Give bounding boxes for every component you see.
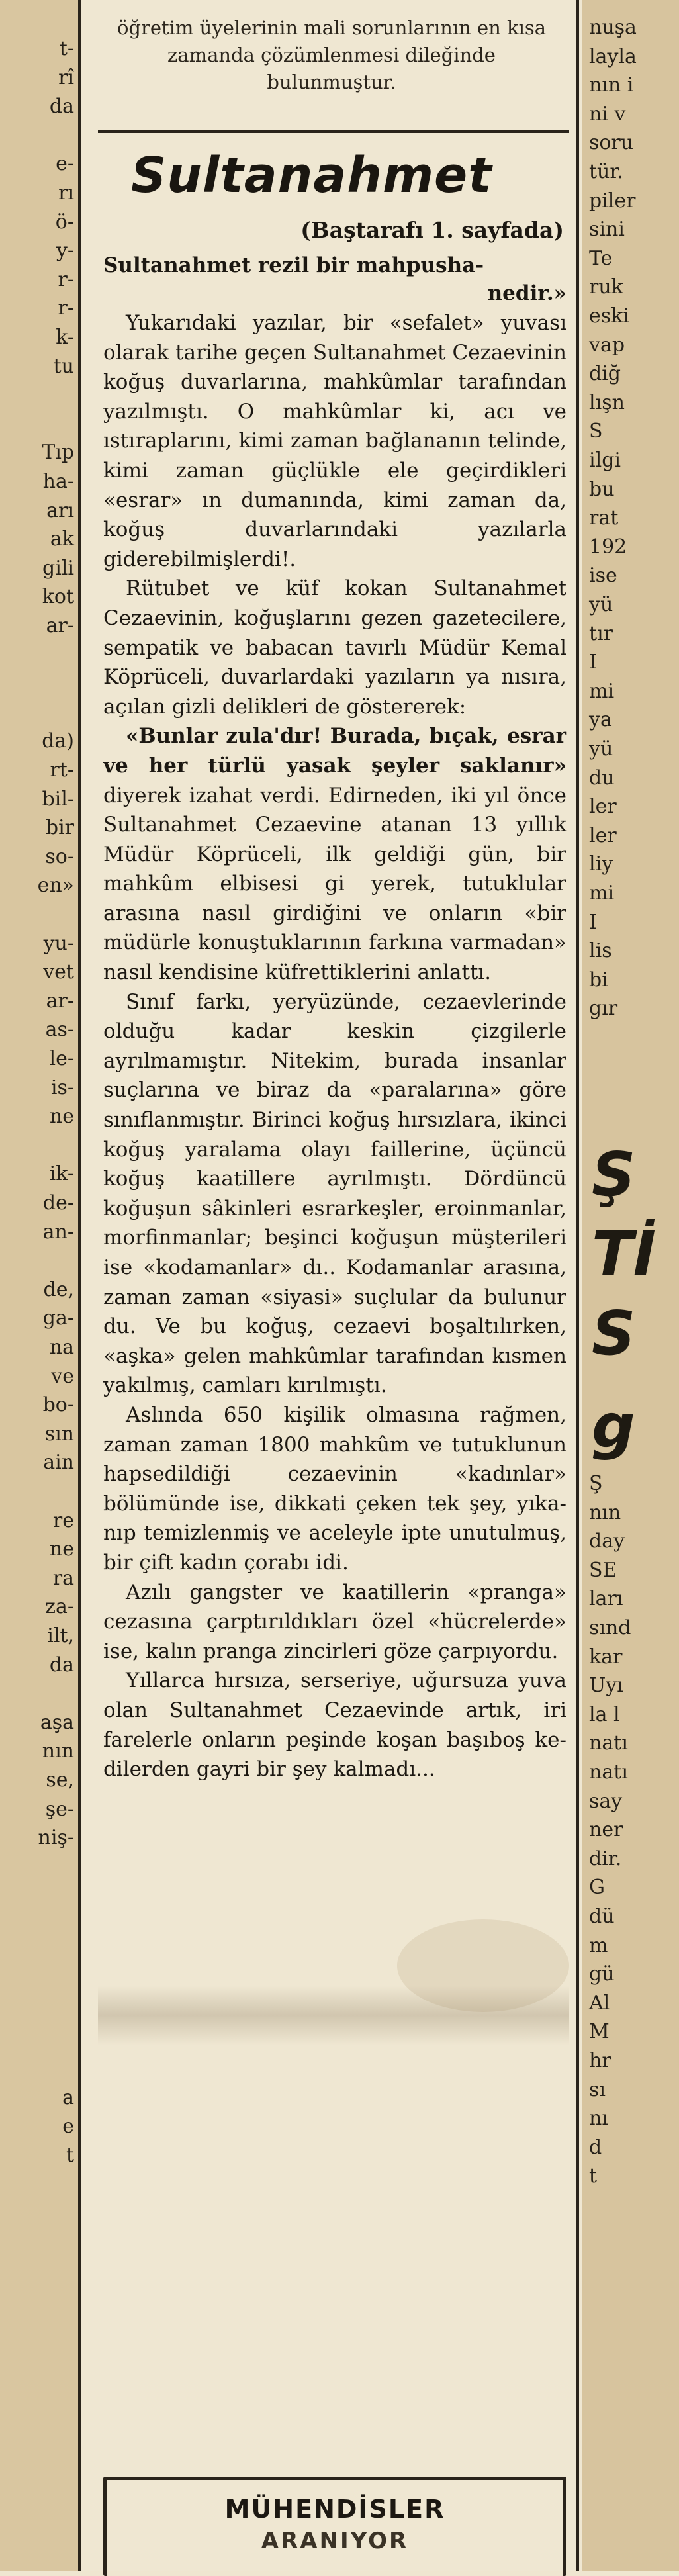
left-fragment-text: da) xyxy=(42,729,74,753)
paragraph-5: Aslında 650 kişilik olmasına rağmen, zaman zaman 1800 mahkûm ve tutuklunun hapsedildiği cezaevinin «kadınlar» bölümünde ise, dikkati çeken tek şey, yıkanıp temizlenmiş ve aceleyle ipte unutulmuş, bir çift kadın çorabı idi. xyxy=(103,1403,566,1575)
right-fragment-text: diğ xyxy=(589,362,621,386)
next-article-subtitle: ARANIYOR xyxy=(261,2528,409,2554)
quote-bold: «Bunlar zula'dır! Burada, bıçak, esrar ve her türlü yasak şeyler saklanır» xyxy=(103,724,566,778)
right-fragment-text: rat xyxy=(589,506,619,530)
left-fragment-text: kot xyxy=(42,585,74,609)
left-fragment-text: ar- xyxy=(46,989,74,1013)
paragraph-1: Yukarıdaki yazılar, bir «sefalet» yuvası olarak tarihe geçen Sultanahmet Cezaevinin koğuş duvarlarına, mahkûmlar tarafından yazılmıştı. O mahkûmlar ki, acı ve ıstıraplarını, kimi zaman bağlananın telinde, kimi zaman güçlükle ele geçirdikleri «esrar» ın dumanında, kimi zaman da, koğuş duvarlarındaki yazılarla giderebilmişlerdi!. xyxy=(103,311,566,571)
article-body xyxy=(103,308,566,1784)
continued-from-note: (Baştarafı 1. sayfada) xyxy=(300,217,564,243)
left-fragment-text: ar- xyxy=(46,614,74,637)
right-fragment-text: la l xyxy=(589,1702,620,1726)
left-fragment-text: is- xyxy=(50,1076,74,1099)
next-article-box xyxy=(103,2477,566,2576)
right-fragment-text: mi xyxy=(589,882,615,905)
left-fragment-text: t xyxy=(66,2143,74,2167)
paragraph-3 xyxy=(103,721,566,987)
left-fragment-text: r- xyxy=(58,267,74,291)
left-fragment-text: şe- xyxy=(45,1797,74,1821)
left-fragment-text: y- xyxy=(56,239,74,263)
right-fragment-text: nın xyxy=(589,1500,621,1524)
left-fragment-text: ain xyxy=(43,1451,74,1475)
right-fragment-text: eski xyxy=(589,304,629,328)
left-fragment-text: za- xyxy=(45,1595,74,1619)
right-fragment-text: yü xyxy=(589,593,613,616)
right-fragment-text: gır xyxy=(589,997,618,1021)
right-fragment-text: 192 xyxy=(589,535,627,559)
left-fragment-text: le- xyxy=(49,1047,74,1070)
left-fragment-text: rt- xyxy=(50,759,74,782)
left-fragment-text: de, xyxy=(43,1277,74,1301)
right-fragment-text: Te xyxy=(589,246,613,270)
left-fragment-text: t- xyxy=(59,37,74,60)
right-fragment-text: d xyxy=(589,2135,602,2159)
left-fragment-text: yu- xyxy=(43,931,74,955)
right-fragment-text: lışn xyxy=(589,391,625,414)
left-fragment-text: de- xyxy=(42,1191,74,1215)
left-fragment-text: ha- xyxy=(42,470,74,493)
paragraph-7: Yıllarca hırsıza, serseriye, uğursuza yuva olan Sultanahmet Cezaevinde artık, iri farelerle onların peşinde koşan başıboş kedilerden gayri bir şey kalmadı... xyxy=(103,1669,566,1782)
right-fragment-text: lis xyxy=(589,939,612,963)
next-article-title: MÜHENDİSLER xyxy=(224,2495,445,2524)
left-fragment-text: as- xyxy=(45,1018,74,1042)
right-fragment-text: SE xyxy=(589,1558,617,1582)
right-column-rule xyxy=(576,0,579,2571)
left-fragment-text: ik- xyxy=(49,1162,74,1186)
left-fragment-text: en» xyxy=(37,874,74,897)
left-fragment-text: ak xyxy=(50,528,74,551)
paragraph-4: Sınıf farkı, yeryüzünde, cezaevlerinde olduğu kadar keskin çizgilerle ayrılmamıştır. Nitekim, burada insanlar suçlarına ve biraz da «paralarına» göre sınıflanmıştır. Birinci koğuş hırsızlara, ikinci koğuş yaralama olayı faillerine, üçüncü koğuş kaatillere ayrılmıştı. Dördüncü koğuşun sâkinleri esrarkeşler, eroinmanlar, morfinmanlar; beşinci koğuşun müşterileri ise «kodamanlar» dı.. Kodamanlar arasına, zaman zaman «siyasi» suçlular da bulunur du. Ve bu koğuş, cezaevi boşaltılırken, «aşka» gelen mahkûmlar tarafından kısmen yakılmış, camları kırılmıştı. xyxy=(103,989,566,1398)
right-fragment-text: dir. xyxy=(589,1847,622,1870)
left-fragment-text: ga- xyxy=(42,1307,74,1330)
right-fragment-text: yü xyxy=(589,737,613,760)
right-fragment-text: vap xyxy=(589,333,625,357)
right-fragment-text: M xyxy=(589,2020,610,2044)
right-fragment-text: I xyxy=(589,651,597,674)
left-fragment-text: vet xyxy=(43,960,74,984)
previous-article-ending: öğretim üyelerinin mali sorunlarının en kısa zamanda çözümlenmesi dileğinde bulunmuştur. xyxy=(116,17,547,93)
left-fragment-text: k- xyxy=(56,326,74,349)
right-fragment-text: sini xyxy=(589,218,625,242)
headline: Sultanahmet xyxy=(131,147,492,204)
left-fragment-text: re xyxy=(52,1508,74,1532)
paragraph-2: Rütubet ve küf kokan Sultanahmet Cezaevinin, koğuşlarını gezen gazetecilere, sempatik ve babacan tavırlı Müdür Kemal Köprüceli, duvarlardaki yazıların ya nısıra, açılan gizli delikleri de göstererek: xyxy=(103,576,566,719)
right-fragment-text: ler xyxy=(589,795,617,819)
right-fragment-headline: Ş xyxy=(592,1139,636,1210)
right-fragment-text: day xyxy=(589,1530,625,1553)
left-fragment-text: bo- xyxy=(42,1393,74,1417)
right-fragment-text: bi xyxy=(589,968,608,991)
left-fragment-text: nın xyxy=(42,1739,74,1763)
right-fragment-text: nın i xyxy=(589,73,634,97)
left-fragment-text: gili xyxy=(42,556,74,580)
paragraph-3-text: diyerek izahat verdi. Edirneden, iki yıl önce Sultanahmet Cezaevine atanan 13 yıllık Müdür Köprüceli, ilk geldiği gün, bir mahkûm elbisesi gi yerek, tutuklular arasına nasıl girdiğini ve onların «bir müdürle konuştuklarının farkına varmadan» nasıl kendisine küfrettiklerini anlattı. xyxy=(103,783,566,985)
right-fragment-headline: g xyxy=(592,1391,635,1461)
right-fragment-text: ise xyxy=(589,564,617,588)
left-fragment-text: sın xyxy=(44,1422,74,1446)
left-fragment-text: Tıp xyxy=(42,441,74,465)
print-bleed-stain xyxy=(98,1986,569,2045)
right-fragment-text: ruk xyxy=(589,275,623,299)
left-column-fragment xyxy=(0,0,78,2571)
right-fragment-text: hr xyxy=(589,2049,611,2072)
left-fragment-text: e- xyxy=(56,152,74,176)
left-fragment-text: ilt, xyxy=(47,1624,74,1647)
right-fragment-headline: S xyxy=(592,1298,636,1369)
right-fragment-text: ilgi xyxy=(589,449,621,472)
right-fragment-text: kar xyxy=(589,1645,623,1669)
left-fragment-text: niş- xyxy=(38,1826,74,1850)
left-fragment-text: ne xyxy=(49,1538,74,1561)
subheading-line-1: Sultanahmet rezil bir mahpusha- xyxy=(103,253,484,277)
right-fragment-text: sı xyxy=(589,2078,606,2101)
left-fragment-text: r- xyxy=(58,297,74,320)
right-fragment-text: sınd xyxy=(589,1616,631,1639)
left-fragment-text: tu xyxy=(53,354,74,378)
headline-box xyxy=(107,136,564,216)
left-fragment-text: da xyxy=(49,95,74,118)
left-fragment-text: aşa xyxy=(40,1710,74,1734)
left-fragment-text: ö- xyxy=(55,210,74,234)
right-fragment-text: t xyxy=(589,2164,598,2188)
right-fragment-text: nuşa xyxy=(589,16,637,39)
right-fragment-headline: Tİ xyxy=(592,1219,656,1289)
right-fragment-text: nı xyxy=(589,2107,608,2131)
right-fragment-text: bu xyxy=(589,477,615,501)
right-fragment-text: natı xyxy=(589,1761,628,1784)
right-fragment-text: Al xyxy=(589,1991,610,2015)
right-fragment-text: I xyxy=(589,910,597,934)
right-fragment-text: S xyxy=(589,420,603,443)
right-fragment-text: ları xyxy=(589,1587,623,1611)
left-column-rule xyxy=(78,0,81,2571)
right-column-fragment xyxy=(582,0,679,2571)
right-fragment-text: say xyxy=(589,1789,623,1813)
headline-top-rule xyxy=(98,130,569,133)
right-fragment-text: du xyxy=(589,766,615,790)
left-fragment-text: ra xyxy=(52,1566,74,1590)
left-fragment-text: bil- xyxy=(42,787,74,811)
left-fragment-text: rı xyxy=(58,181,74,205)
right-fragment-text: Uyı xyxy=(589,1674,623,1698)
right-fragment-text: layla xyxy=(589,44,637,68)
subheading xyxy=(103,252,566,307)
left-fragment-text: an- xyxy=(42,1220,74,1244)
right-fragment-text: m xyxy=(589,1933,608,1957)
right-fragment-text: ya xyxy=(589,708,612,732)
right-fragment-text: gü xyxy=(589,1962,615,1986)
right-fragment-text: G xyxy=(589,1876,605,1900)
right-fragment-text: ler xyxy=(589,823,617,847)
left-fragment-text: a xyxy=(62,2086,74,2109)
left-fragment-text: arı xyxy=(46,498,74,522)
left-fragment-text: da xyxy=(49,1653,74,1677)
right-fragment-text: Ş xyxy=(589,1472,603,1495)
left-fragment-text: ve xyxy=(51,1364,74,1388)
right-fragment-text: ni v xyxy=(589,102,626,126)
left-fragment-text: so- xyxy=(45,845,74,868)
left-fragment-text: bir xyxy=(45,816,74,840)
left-fragment-text: rî xyxy=(58,66,74,89)
right-fragment-text: piler xyxy=(589,189,636,212)
left-fragment-text: e xyxy=(62,2115,74,2139)
right-fragment-text: mi xyxy=(589,679,615,703)
right-fragment-text: liy xyxy=(589,852,613,876)
right-fragment-text: dü xyxy=(589,1905,615,1928)
subheading-line-2: nedir.» xyxy=(487,281,566,305)
right-fragment-text: tır xyxy=(589,621,613,645)
right-fragment-text: ner xyxy=(589,1818,623,1842)
right-fragment-text: soru xyxy=(589,131,634,155)
right-fragment-text: tür. xyxy=(589,160,623,183)
left-fragment-text: se, xyxy=(46,1769,74,1792)
left-fragment-text: na xyxy=(49,1336,74,1359)
left-fragment-text: ne xyxy=(49,1105,74,1128)
right-fragment-text: natı xyxy=(589,1731,628,1755)
paragraph-6: Azılı gangster ve kaatillerin «pranga» cezasına çarptırıldıkları özel «hücrelerde» ise, kalın pranga zincirleri göze çarpıyordu. xyxy=(103,1580,566,1663)
